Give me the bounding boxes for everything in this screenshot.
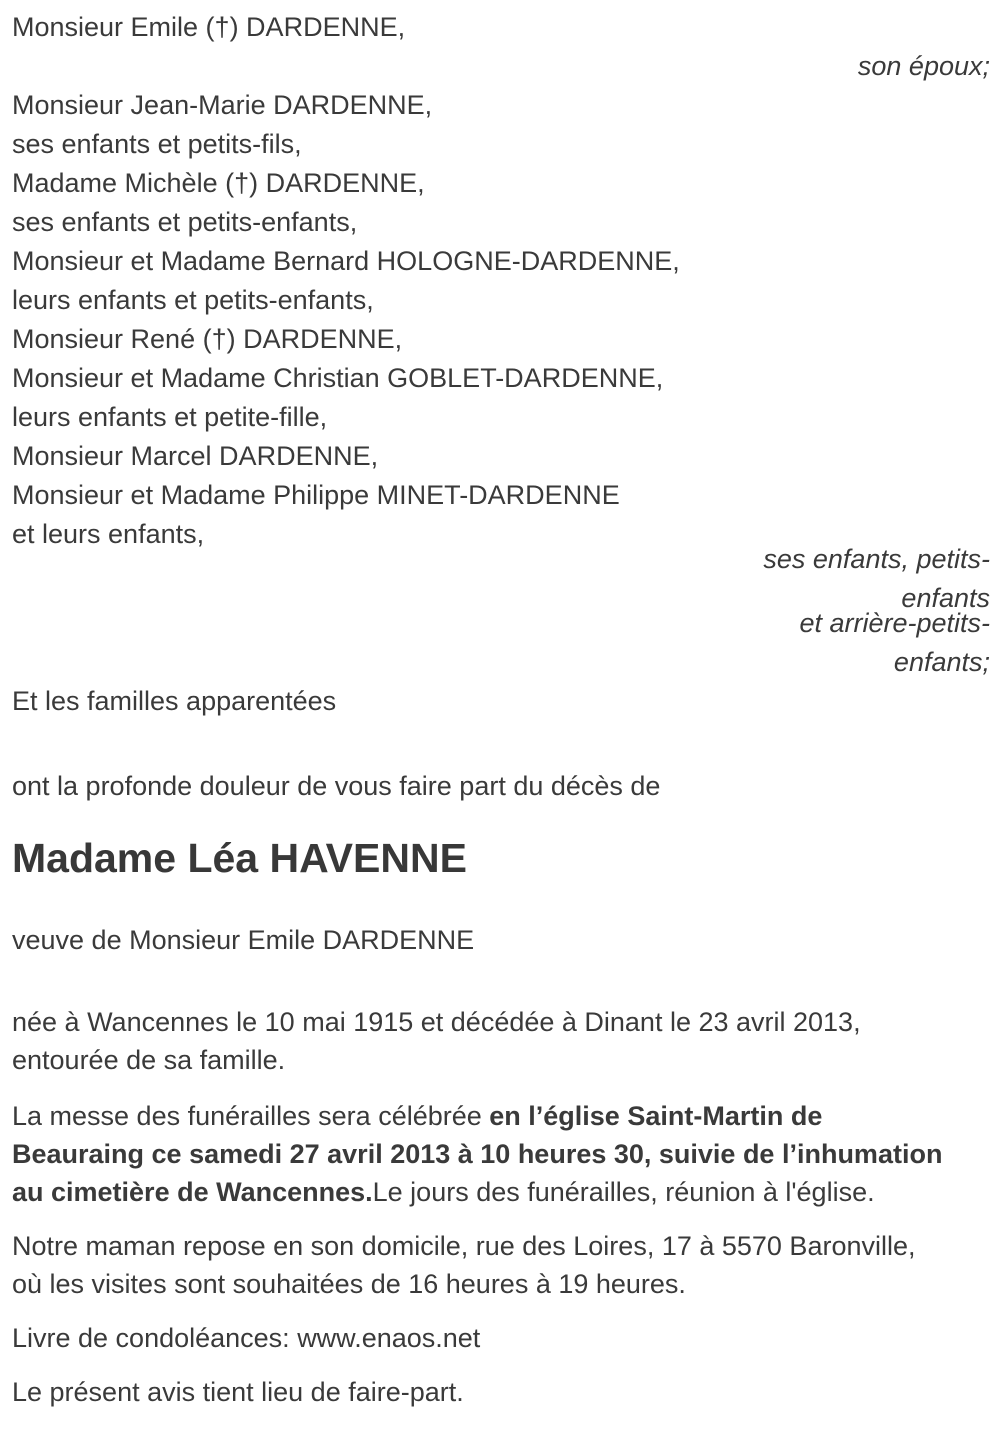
condolences-line: Livre de condoléances: www.enaos.net: [12, 1323, 481, 1353]
relation-note-descendants: enfants;: [893, 647, 990, 677]
widow-line: veuve de Monsieur Emile DARDENNE: [12, 925, 475, 955]
family-line: leurs enfants et petite-fille,: [12, 402, 328, 432]
family-line: Monsieur Jean-Marie DARDENNE,: [12, 90, 433, 120]
funeral-intro: La messe des funérailles sera célébrée: [12, 1101, 490, 1131]
family-line: Monsieur et Madame Philippe MINET-DARDENNE: [12, 480, 620, 510]
death-notice: [12, 8, 990, 1411]
funeral-outro: Le jours des funérailles, réunion à l'église.: [372, 1177, 875, 1207]
family-line: ses enfants et petits-enfants,: [12, 207, 358, 237]
announcement-text: ont la profonde douleur de vous faire part du décès de: [12, 771, 661, 801]
family-line-related: Et les familles apparentées: [12, 686, 337, 716]
family-line: Monsieur René (†) DARDENNE,: [12, 324, 403, 354]
closing-line: Le présent avis tient lieu de faire-part.: [12, 1377, 464, 1407]
repose-paragraph: Notre maman repose en son domicile, rue des Loires, 17 à 5570 Baronville, où les visites sont souhaitées de 16 heures à 19 heures.: [12, 1231, 916, 1299]
family-line: Monsieur Marcel DARDENNE,: [12, 441, 379, 471]
family-line: Monsieur et Madame Bernard HOLOGNE-DARDENNE,: [12, 246, 680, 276]
family-line: leurs enfants et petits-enfants,: [12, 285, 374, 315]
family-line: et leurs enfants,: [12, 519, 205, 549]
family-line: Madame Michèle (†) DARDENNE,: [12, 168, 425, 198]
family-line-spouse: Monsieur Emile (†) DARDENNE,: [12, 12, 406, 42]
family-line: ses enfants et petits-fils,: [12, 129, 302, 159]
relation-note-descendants: et arrière-petits-: [799, 608, 990, 638]
relation-note-spouse: son époux;: [857, 51, 990, 81]
funeral-paragraph: [12, 1097, 947, 1211]
deceased-name: Madame Léa HAVENNE: [12, 835, 467, 881]
birth-death-line: née à Wancennes le 10 mai 1915 et décédée à Dinant le 23 avril 2013, entourée de sa famille.: [12, 1007, 861, 1075]
relation-note-descendants: ses enfants, petits-: [763, 544, 990, 574]
relation-note-descendants: enfants: [901, 583, 990, 613]
funeral-details: en l’église Saint-Martin de Beauraing ce samedi 27 avril 2013 à 10 heures 30, suivie de l’inhumation au cimetière de Wancennes.: [12, 1101, 943, 1207]
family-line: Monsieur et Madame Christian GOBLET-DARDENNE,: [12, 363, 664, 393]
